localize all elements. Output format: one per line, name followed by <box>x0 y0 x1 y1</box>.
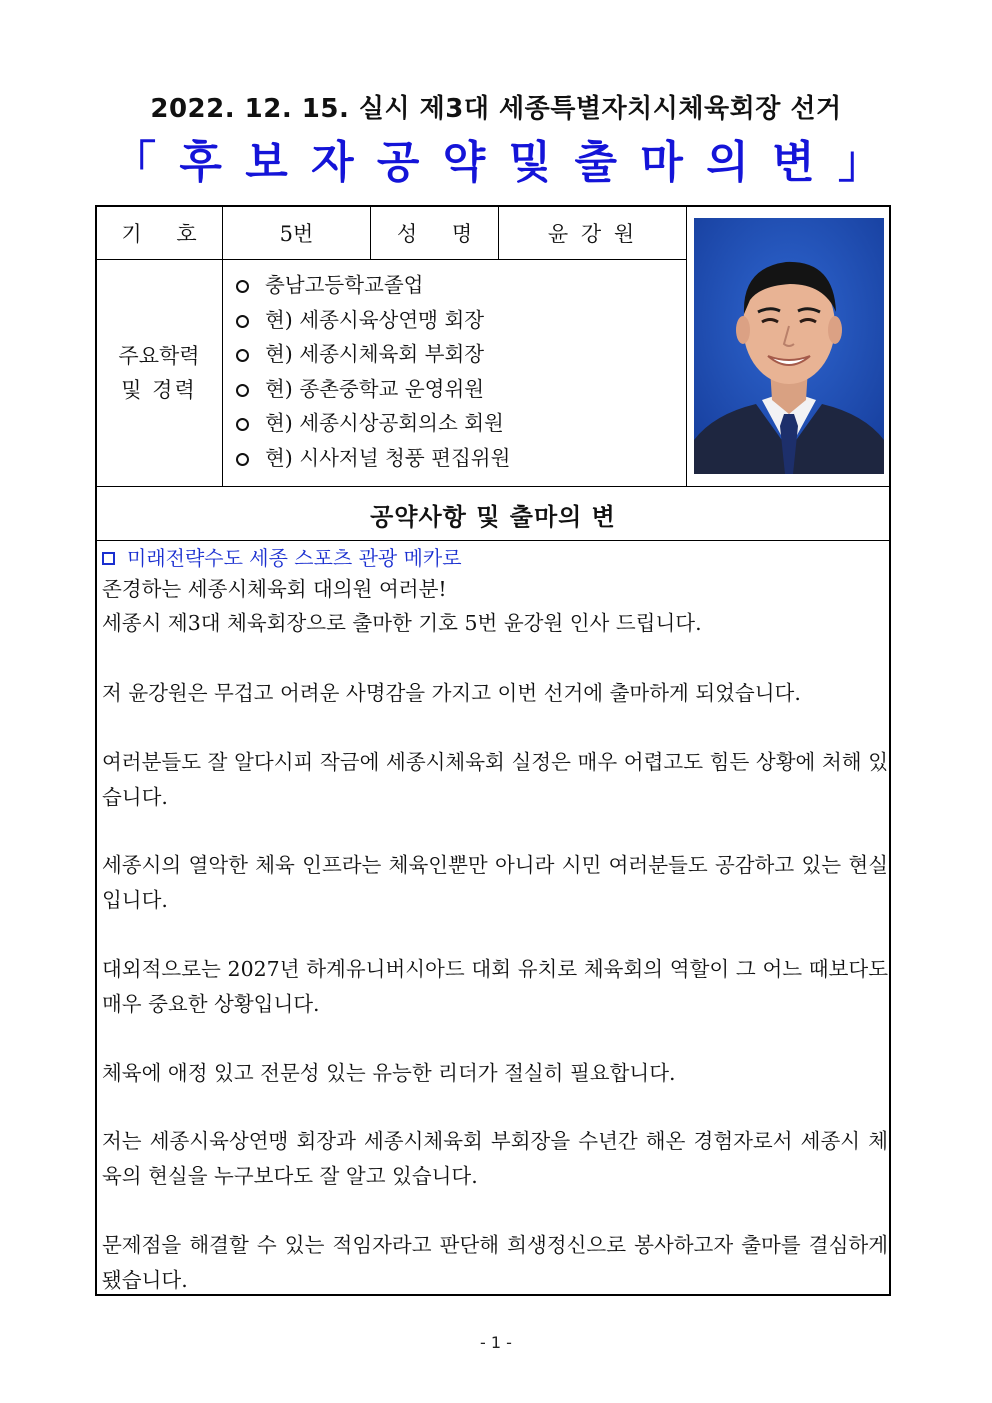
career-label-cell <box>96 260 222 486</box>
circle-bullet-icon <box>236 418 249 431</box>
circle-bullet-icon <box>236 453 249 466</box>
document-title: 2022. 12. 15. 실시 제3대 세종특별자치시체육회장 선거 <box>150 94 842 124</box>
subtitle-char: 공 <box>376 137 420 188</box>
candidate-photo <box>694 218 884 474</box>
subtitle-char: 후 <box>179 137 222 188</box>
pledge-paragraph: 세종시 제3대 체육회장으로 출마한 기호 5번 윤강원 인사 드립니다. <box>102 611 702 635</box>
subtitle-char: 의 <box>706 137 749 188</box>
subtitle-char: 마 <box>640 137 683 188</box>
subtitle-char: 출 <box>574 137 618 188</box>
pledge-paragraph: 대외적으로는 2027년 하계유니버시아드 대회 유치로 체육회의 역할이 그 어느 때보다도 매우 중요한 상황입니다. <box>102 957 888 1016</box>
pledge-paragraph: 문제점을 해결할 수 있는 적임자라고 판단해 희생정신으로 봉사하고자 출마를 결심하게 됐습니다. <box>102 1233 888 1292</box>
number-value-cell <box>223 206 370 259</box>
career-item: 현) 세종시육상연맹 회장 <box>236 303 510 338</box>
subtitle-char: 보 <box>245 137 288 188</box>
subtitle-char: 변 <box>772 137 815 188</box>
pledge-paragraph: 저 윤강원은 무겁고 어려운 사명감을 가지고 이번 선거에 출마하게 되었습니다. <box>102 681 801 705</box>
pledge-paragraph: 여러분들도 잘 알다시피 작금에 세종시체육회 실정은 매우 어렵고도 힘든 상황에 처해 있습니다. <box>102 750 888 809</box>
pledge-paragraph: 저는 세종시육상연맹 회장과 세종시체육회 부회장을 수년간 해온 경험자로서 세종시 체육의 현실을 누구보다도 잘 알고 있습니다. <box>102 1129 888 1188</box>
circle-bullet-icon <box>236 384 249 397</box>
subtitle-char: 및 <box>508 137 552 188</box>
pledge-paragraph: 존경하는 세종시체육회 대의원 여러분! <box>102 577 447 601</box>
pledge-paragraph: 세종시의 열악한 체육 인프라는 체육인뿐만 아니라 시민 여러분들도 공감하고 있는 현실입니다. <box>102 853 888 912</box>
name-value: 윤 강 원 <box>547 221 638 246</box>
name-label: 성 명 <box>396 221 487 246</box>
career-label-line1: 주요학력 <box>118 344 200 368</box>
circle-bullet-icon <box>236 315 249 328</box>
career-item: 충남고등학교졸업 <box>236 268 510 303</box>
career-item: 현) 종촌중학교 운영위원 <box>236 372 510 407</box>
table-divider <box>686 206 687 486</box>
subtitle-char: 자 <box>311 137 354 188</box>
pledge-heading: 공약사항 및 출마의 변 <box>370 501 616 531</box>
page-number: - 1 - <box>480 1333 512 1352</box>
pledge-slogan: 미래전략수도 세종 스포츠 관광 메카로 <box>102 542 462 571</box>
subtitle-char: 약 <box>442 137 486 188</box>
number-label-cell <box>96 206 222 259</box>
career-label-line2: 및 경력 <box>121 378 197 402</box>
career-list <box>236 268 510 475</box>
circle-bullet-icon <box>236 280 249 293</box>
circle-bullet-icon <box>236 349 249 362</box>
pledge-paragraph: 체육에 애정 있고 전문성 있는 유능한 리더가 절실히 필요합니다. <box>102 1061 676 1085</box>
document-subtitle <box>112 130 882 186</box>
number-label: 기 호 <box>121 221 211 246</box>
table-divider <box>96 486 890 487</box>
table-divider <box>96 540 890 541</box>
career-item: 현) 시사저널 청풍 편집위원 <box>236 441 510 476</box>
square-bullet-icon <box>102 552 115 565</box>
name-value-cell <box>499 206 686 259</box>
candidate-portrait-icon <box>694 218 884 474</box>
career-item: 현) 세종시상공회의소 회원 <box>236 406 510 441</box>
subtitle-char: 」 <box>837 137 882 188</box>
subtitle-char: 「 <box>112 137 156 188</box>
career-item: 현) 세종시체육회 부회장 <box>236 337 510 372</box>
number-value: 5번 <box>279 221 314 246</box>
name-label-cell <box>371 206 498 259</box>
